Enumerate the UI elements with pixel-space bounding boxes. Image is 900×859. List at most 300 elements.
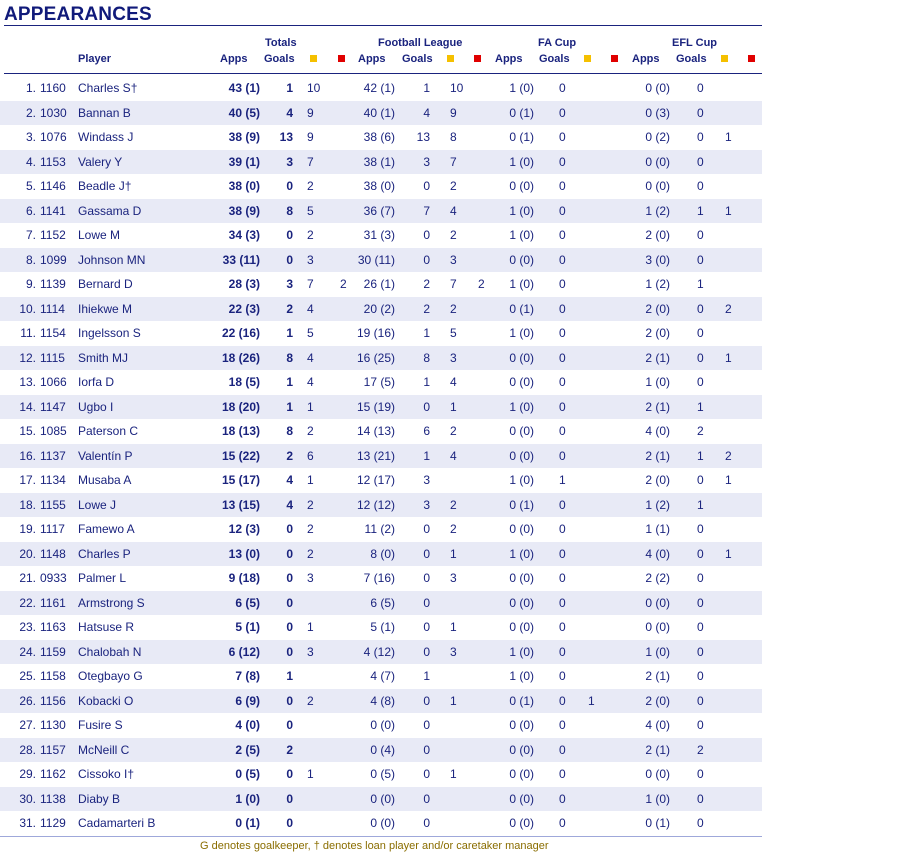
cell-fa-apps: 1 (0) <box>509 81 534 95</box>
cell-efl-goals: 0 <box>697 718 704 732</box>
header-efl-apps: Apps <box>632 53 660 65</box>
cell-tot-goals: 1 <box>286 326 293 340</box>
cell-tot-goals: 0 <box>286 228 293 242</box>
cell-id: 1158 <box>40 669 66 683</box>
cell-player: McNeill C <box>78 742 130 757</box>
cell-fa-apps: 0 (0) <box>509 350 534 365</box>
cell-efl-goals: 1 <box>697 448 704 463</box>
cell-fa-apps: 0 (0) <box>509 791 534 806</box>
cell-fl-goals: 0 <box>423 644 430 659</box>
cell-efl-apps: 0 (0) <box>645 620 670 634</box>
cell-fl-apps: 40 (1) <box>363 105 395 120</box>
cell-fl-goals: 0 <box>423 252 430 267</box>
cell-tot-y: 7 <box>307 154 314 169</box>
cell-rank: 25. <box>19 669 36 683</box>
table-row <box>0 493 762 518</box>
cell-fl-goals: 3 <box>423 473 430 487</box>
cell-tot-apps: 1 (0) <box>235 791 260 806</box>
table-row <box>0 370 762 395</box>
cell-rank: 21. <box>19 571 36 585</box>
cell-fa-apps: 0 (0) <box>509 595 534 610</box>
cell-rank: 29. <box>19 767 36 781</box>
cell-tot-goals: 0 <box>286 546 293 561</box>
cell-efl-apps: 2 (0) <box>645 693 670 708</box>
cell-tot-apps: 2 (5) <box>235 742 260 757</box>
cell-player: Hatsuse R <box>78 620 135 634</box>
cell-fl-goals: 0 <box>423 546 430 561</box>
cell-fl-goals: 0 <box>423 522 430 536</box>
table-row <box>0 346 762 371</box>
cell-id: 1076 <box>40 130 67 144</box>
cell-fl-apps: 0 (0) <box>370 816 395 830</box>
cell-fa-apps: 0 (0) <box>509 742 534 757</box>
cell-fa-goals: 0 <box>559 301 566 316</box>
footnote: G denotes goalkeeper, † denotes loan player and/or caretaker manager <box>200 840 549 852</box>
cell-efl-goals: 0 <box>697 81 704 95</box>
cell-player: Otegbayo G <box>78 669 143 683</box>
cell-rank: 11. <box>20 326 36 340</box>
cell-fl-y: 3 <box>450 350 457 365</box>
cell-id: 1160 <box>40 81 66 95</box>
table-row <box>0 713 762 738</box>
cell-id: 1159 <box>40 644 66 659</box>
cell-fa-goals: 0 <box>559 791 566 806</box>
cell-rank: 2. <box>25 105 36 120</box>
cell-fa-apps: 0 (1) <box>509 130 534 144</box>
cell-fl-apps: 42 (1) <box>363 81 395 95</box>
cell-efl-goals: 0 <box>697 154 704 169</box>
cell-tot-goals: 0 <box>286 571 293 585</box>
cell-fl-y: 3 <box>450 252 457 267</box>
cell-fa-goals: 0 <box>559 105 566 120</box>
cell-fa-apps: 1 (0) <box>509 644 534 659</box>
cell-fa-apps: 1 (0) <box>509 473 534 487</box>
cell-fa-apps: 1 (0) <box>509 203 534 218</box>
cell-id: 1157 <box>40 742 66 757</box>
cell-efl-goals: 1 <box>697 399 704 414</box>
cell-player: Paterson C <box>78 424 139 438</box>
cell-fa-goals: 0 <box>559 277 566 291</box>
cell-efl-apps: 2 (0) <box>645 228 670 242</box>
cell-fa-goals: 0 <box>559 399 566 414</box>
cell-efl-goals: 0 <box>697 767 704 781</box>
cell-fl-y: 4 <box>450 448 457 463</box>
cell-rank: 1. <box>25 81 36 95</box>
cell-fa-goals: 0 <box>559 546 566 561</box>
cell-fl-apps: 16 (25) <box>356 350 395 365</box>
cell-efl-goals: 0 <box>697 595 704 610</box>
cell-rank: 9. <box>25 277 36 291</box>
cell-efl-apps: 2 (2) <box>645 571 670 585</box>
header-football-league: Football League <box>378 37 463 49</box>
cell-fl-apps: 31 (3) <box>363 228 395 242</box>
cell-player: Charles P <box>78 546 131 561</box>
cell-fl-apps: 30 (11) <box>357 252 395 267</box>
cell-player: Famewo A <box>78 522 135 536</box>
cell-player: Lowe M <box>78 228 121 242</box>
cell-efl-apps: 1 (2) <box>645 277 670 291</box>
table-row <box>0 125 762 150</box>
cell-efl-goals: 0 <box>697 620 704 634</box>
cell-efl-apps: 2 (0) <box>645 326 670 340</box>
cell-rank: 18. <box>19 497 36 512</box>
cell-efl-apps: 0 (0) <box>645 154 670 169</box>
cell-fa-goals: 0 <box>559 228 566 242</box>
cell-rank: 15. <box>19 424 36 438</box>
cell-fa-goals: 0 <box>559 742 566 757</box>
cell-rank: 17. <box>19 473 36 487</box>
cell-fa-goals: 0 <box>559 326 566 340</box>
cell-fl-apps: 36 (7) <box>363 203 395 218</box>
cell-id: 1030 <box>40 105 67 120</box>
cell-efl-goals: 2 <box>697 424 704 438</box>
cell-rank: 28. <box>19 742 36 757</box>
table-row <box>0 419 762 444</box>
cell-fa-goals: 0 <box>559 522 566 536</box>
cell-tot-apps: 28 (3) <box>228 277 260 291</box>
cell-tot-y: 1 <box>307 767 314 781</box>
cell-efl-goals: 0 <box>697 546 704 561</box>
cell-fa-apps: 0 (0) <box>509 767 534 781</box>
cell-id: 1114 <box>40 301 65 316</box>
cell-id: 1148 <box>40 546 66 561</box>
cell-tot-goals: 0 <box>286 693 293 708</box>
cell-tot-apps: 12 (3) <box>228 522 260 536</box>
cell-fa-goals: 0 <box>559 375 566 389</box>
header-fl-goals: Goals <box>402 53 433 65</box>
cell-fl-apps: 8 (0) <box>370 546 395 561</box>
cell-tot-goals: 0 <box>286 767 293 781</box>
cell-fl-apps: 11 (2) <box>364 522 395 536</box>
cell-tot-apps: 34 (3) <box>228 228 260 242</box>
cell-fa-goals: 0 <box>559 595 566 610</box>
cell-fa-goals: 1 <box>559 473 566 487</box>
cell-efl-y: 1 <box>725 546 732 561</box>
cell-fa-goals: 0 <box>559 203 566 218</box>
table-row <box>0 321 762 346</box>
cell-player: Ihiekwe M <box>78 301 133 316</box>
cell-fl-goals: 0 <box>423 228 430 242</box>
cell-tot-y: 1 <box>307 620 314 634</box>
cell-efl-apps: 2 (0) <box>645 473 670 487</box>
cell-fl-goals: 0 <box>423 742 430 757</box>
cell-fl-goals: 8 <box>423 350 430 365</box>
cell-tot-y: 2 <box>307 228 314 242</box>
cell-fl-apps: 4 (7) <box>370 669 395 683</box>
cell-fl-y: 9 <box>450 105 457 120</box>
cell-player: Ugbo I <box>78 399 114 414</box>
cell-tot-apps: 13 (0) <box>228 546 260 561</box>
cell-efl-apps: 2 (1) <box>645 669 670 683</box>
cell-player: Chalobah N <box>78 644 142 659</box>
cell-player: Cissoko I† <box>78 767 135 781</box>
cell-tot-y: 4 <box>307 375 314 389</box>
cell-fl-apps: 0 (0) <box>370 718 395 732</box>
cell-efl-apps: 1 (0) <box>645 791 670 806</box>
cell-fl-goals: 1 <box>423 448 430 463</box>
cell-fa-apps: 1 (0) <box>509 546 534 561</box>
cell-tot-y: 3 <box>307 571 314 585</box>
cell-tot-y: 2 <box>307 497 314 512</box>
cell-tot-goals: 0 <box>286 620 293 634</box>
cell-tot-goals: 2 <box>286 742 293 757</box>
cell-efl-apps: 2 (0) <box>645 301 670 316</box>
cell-id: 1117 <box>40 522 65 536</box>
yellow-card-icon <box>721 55 728 62</box>
cell-efl-y: 2 <box>725 301 732 316</box>
cell-fl-goals: 0 <box>423 179 430 193</box>
cell-efl-goals: 1 <box>697 203 704 218</box>
table-row <box>0 517 762 542</box>
cell-id: 1085 <box>40 424 67 438</box>
cell-efl-apps: 1 (2) <box>645 203 670 218</box>
cell-fl-y: 10 <box>450 81 464 95</box>
cell-rank: 3. <box>25 130 36 144</box>
cell-fa-apps: 0 (1) <box>509 497 534 512</box>
cell-efl-goals: 0 <box>697 693 704 708</box>
cell-fa-apps: 0 (1) <box>509 693 534 708</box>
cell-rank: 26. <box>19 693 36 708</box>
header-divider <box>4 73 762 74</box>
cell-fa-apps: 0 (1) <box>509 105 534 120</box>
cell-fa-goals: 0 <box>559 620 566 634</box>
cell-tot-y: 10 <box>307 81 321 95</box>
cell-id: 1139 <box>40 277 66 291</box>
cell-fl-y: 8 <box>450 130 457 144</box>
cell-efl-goals: 0 <box>697 816 704 830</box>
cell-efl-goals: 0 <box>697 326 704 340</box>
cell-efl-y: 1 <box>725 350 732 365</box>
cell-id: 1153 <box>40 154 66 169</box>
cell-tot-apps: 18 (13) <box>221 424 260 438</box>
cell-tot-goals: 0 <box>286 252 293 267</box>
cell-tot-goals: 2 <box>286 301 293 316</box>
cell-fa-apps: 1 (0) <box>509 669 534 683</box>
cell-tot-apps: 40 (5) <box>228 105 260 120</box>
cell-fa-apps: 1 (0) <box>509 399 534 414</box>
cell-efl-goals: 0 <box>697 644 704 659</box>
cell-fl-y: 2 <box>450 179 457 193</box>
cell-fa-goals: 0 <box>559 130 566 144</box>
cell-efl-goals: 0 <box>697 375 704 389</box>
cell-tot-goals: 8 <box>286 424 293 438</box>
cell-tot-goals: 4 <box>286 497 293 512</box>
cell-fl-apps: 38 (0) <box>363 179 395 193</box>
table-row <box>0 664 762 689</box>
cell-fl-goals: 4 <box>423 105 430 120</box>
cell-tot-apps: 15 (17) <box>221 473 260 487</box>
cell-fl-goals: 0 <box>423 767 430 781</box>
cell-tot-goals: 1 <box>286 375 293 389</box>
cell-efl-apps: 1 (0) <box>645 375 670 389</box>
cell-tot-apps: 6 (12) <box>228 644 260 659</box>
header-player: Player <box>78 53 112 65</box>
cell-tot-y: 7 <box>307 277 314 291</box>
cell-fl-apps: 0 (0) <box>370 791 395 806</box>
cell-efl-apps: 2 (1) <box>645 742 670 757</box>
cell-rank: 22. <box>19 595 36 610</box>
cell-fl-goals: 1 <box>423 669 430 683</box>
cell-fa-goals: 0 <box>559 669 566 683</box>
header-fl-apps: Apps <box>358 53 386 65</box>
cell-tot-apps: 39 (1) <box>228 154 260 169</box>
cell-id: 1129 <box>40 816 66 830</box>
cell-player: Johnson MN <box>78 252 146 267</box>
cell-fl-goals: 0 <box>423 718 430 732</box>
cell-tot-apps: 43 (1) <box>228 81 260 95</box>
cell-player: Iorfa D <box>78 375 115 389</box>
cell-tot-y: 2 <box>307 179 314 193</box>
cell-fl-apps: 12 (12) <box>356 497 395 512</box>
cell-tot-goals: 3 <box>286 277 293 291</box>
cell-rank: 27. <box>19 718 36 732</box>
cell-fl-y: 3 <box>450 571 457 585</box>
cell-player: Beadle J† <box>78 179 132 193</box>
cell-player: Musaba A <box>78 473 132 487</box>
cell-fa-apps: 0 (0) <box>509 718 534 732</box>
cell-efl-apps: 2 (1) <box>645 399 670 414</box>
cell-tot-goals: 1 <box>286 81 293 95</box>
cell-id: 1154 <box>40 326 66 340</box>
cell-tot-apps: 38 (9) <box>228 203 260 218</box>
cell-efl-goals: 0 <box>697 252 704 267</box>
cell-id: 1161 <box>40 595 66 610</box>
cell-tot-goals: 3 <box>286 154 293 169</box>
cell-fa-apps: 0 (0) <box>509 571 534 585</box>
cell-tot-y: 5 <box>307 326 314 340</box>
cell-tot-apps: 13 (15) <box>221 497 260 512</box>
cell-tot-goals: 13 <box>279 130 293 144</box>
cell-fl-goals: 7 <box>423 203 430 218</box>
cell-id: 1156 <box>40 693 66 708</box>
cell-fl-goals: 1 <box>423 326 430 340</box>
cell-tot-apps: 7 (8) <box>235 669 260 683</box>
table-row <box>0 591 762 616</box>
cell-fl-y: 2 <box>450 228 457 242</box>
cell-tot-goals: 0 <box>286 595 293 610</box>
cell-tot-apps: 0 (1) <box>235 816 260 830</box>
cell-fa-apps: 0 (0) <box>509 375 534 389</box>
cell-fl-y: 4 <box>450 375 457 389</box>
cell-fa-goals: 0 <box>559 693 566 708</box>
cell-player: Valentín P <box>78 448 133 463</box>
cell-fl-goals: 6 <box>423 424 430 438</box>
cell-id: 1163 <box>40 620 66 634</box>
cell-id: 1152 <box>40 228 66 242</box>
cell-player: Diaby B <box>78 791 121 806</box>
cell-efl-apps: 1 (0) <box>645 644 670 659</box>
cell-efl-apps: 0 (3) <box>645 105 670 120</box>
cell-tot-apps: 0 (5) <box>235 767 260 781</box>
cell-fa-apps: 0 (0) <box>509 816 534 830</box>
cell-id: 1146 <box>40 179 66 193</box>
page-title: APPEARANCES <box>4 4 152 25</box>
cell-efl-goals: 1 <box>697 277 704 291</box>
cell-fl-goals: 0 <box>423 816 430 830</box>
header-totals-goals: Goals <box>264 53 295 65</box>
cell-fa-apps: 0 (0) <box>509 424 534 438</box>
table-row <box>0 542 762 567</box>
cell-player: Ingelsson S <box>78 326 141 340</box>
cell-fl-goals: 0 <box>423 595 430 610</box>
cell-fa-goals: 0 <box>559 767 566 781</box>
cell-tot-y: 1 <box>307 473 314 487</box>
cell-efl-apps: 0 (2) <box>645 130 670 144</box>
cell-efl-apps: 0 (0) <box>645 81 670 95</box>
cell-rank: 5. <box>25 179 36 193</box>
cell-fa-goals: 0 <box>559 644 566 659</box>
appearances-table-body <box>0 76 762 837</box>
cell-tot-goals: 0 <box>286 522 293 536</box>
cell-id: 1137 <box>40 448 66 463</box>
cell-id: 1115 <box>40 350 65 365</box>
cell-fa-goals: 0 <box>559 81 566 95</box>
cell-tot-apps: 18 (5) <box>228 375 260 389</box>
cell-fl-goals: 1 <box>423 81 430 95</box>
cell-fa-goals: 0 <box>559 571 566 585</box>
cell-fl-apps: 0 (4) <box>370 742 395 757</box>
cell-tot-apps: 22 (3) <box>228 301 260 316</box>
cell-rank: 20. <box>19 546 36 561</box>
cell-fl-goals: 3 <box>423 497 430 512</box>
cell-fa-goals: 0 <box>559 448 566 463</box>
cell-fl-apps: 19 (16) <box>356 326 395 340</box>
cell-efl-goals: 1 <box>697 497 704 512</box>
cell-id: 1141 <box>40 203 66 218</box>
cell-id: 1130 <box>40 718 66 732</box>
cell-tot-apps: 38 (0) <box>228 179 260 193</box>
cell-rank: 8. <box>25 252 36 267</box>
table-row <box>0 738 762 763</box>
cell-fl-apps: 4 (8) <box>370 693 395 708</box>
cell-rank: 31. <box>19 816 36 830</box>
cell-efl-goals: 0 <box>697 301 704 316</box>
cell-efl-goals: 0 <box>697 791 704 806</box>
cell-fl-apps: 26 (1) <box>363 277 395 291</box>
cell-fa-apps: 1 (0) <box>509 277 534 291</box>
cell-rank: 23. <box>19 620 36 634</box>
cell-fa-apps: 0 (0) <box>509 522 534 536</box>
cell-player: Cadamarteri B <box>78 816 156 830</box>
cell-tot-goals: 0 <box>286 644 293 659</box>
cell-tot-goals: 4 <box>286 105 293 120</box>
cell-fa-apps: 0 (1) <box>509 301 534 316</box>
title-divider <box>4 25 762 26</box>
cell-fl-goals: 2 <box>423 301 430 316</box>
cell-efl-goals: 0 <box>697 473 704 487</box>
cell-tot-goals: 0 <box>286 816 293 830</box>
cell-efl-y: 2 <box>725 448 732 463</box>
table-row <box>0 640 762 665</box>
header-totals-apps: Apps <box>220 53 248 65</box>
cell-fa-apps: 0 (0) <box>509 252 534 267</box>
table-row <box>0 174 762 199</box>
header-totals: Totals <box>265 37 297 49</box>
cell-fa-goals: 0 <box>559 497 566 512</box>
cell-player: Smith MJ <box>78 350 129 365</box>
cell-fl-goals: 2 <box>423 277 430 291</box>
cell-tot-apps: 9 (18) <box>228 571 260 585</box>
cell-fa-apps: 1 (0) <box>509 228 534 242</box>
cell-rank: 16. <box>19 448 36 463</box>
cell-efl-apps: 4 (0) <box>645 424 670 438</box>
cell-efl-goals: 0 <box>697 105 704 120</box>
cell-tot-goals: 0 <box>286 179 293 193</box>
cell-fl-apps: 6 (5) <box>370 595 395 610</box>
cell-efl-goals: 0 <box>697 179 704 193</box>
cell-efl-goals: 0 <box>697 571 704 585</box>
cell-tot-y: 2 <box>307 546 314 561</box>
